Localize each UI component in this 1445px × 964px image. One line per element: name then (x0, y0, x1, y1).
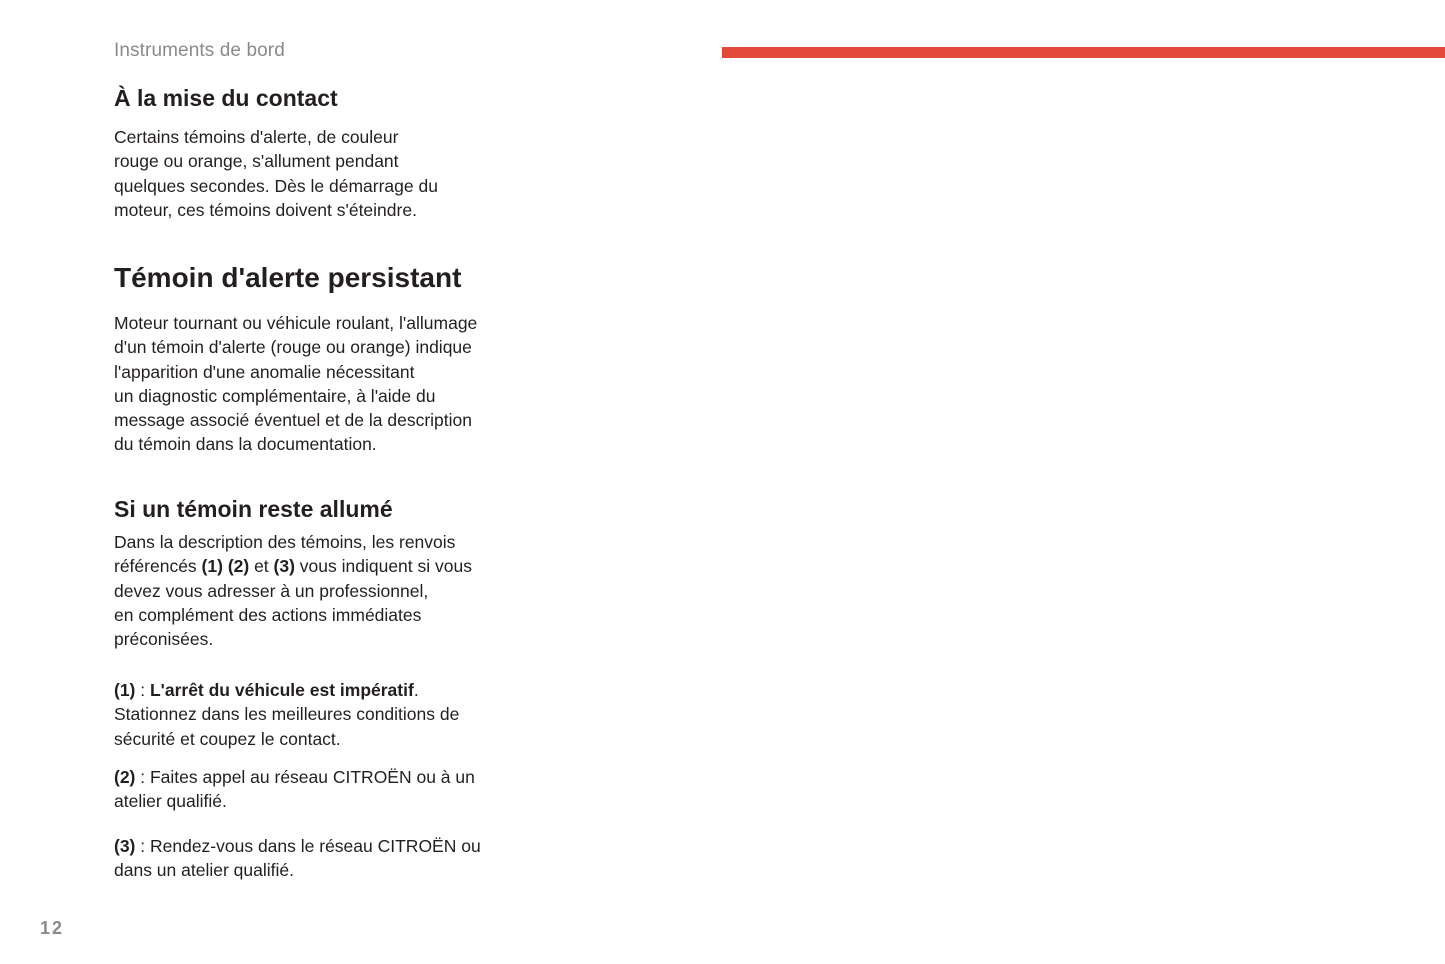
paragraph-line: devez vous adresser à un professionnel, (114, 580, 429, 601)
note-1 (114, 678, 514, 751)
paragraph-line: rouge ou orange, s'allument pendant (114, 151, 399, 172)
text-run: référencés (114, 556, 202, 577)
text-run: : Rendez-vous dans le réseau CITROËN ou (135, 836, 481, 856)
text-run: : (135, 680, 150, 700)
paragraph-line: Certains témoins d'alerte, de couleur (114, 127, 399, 147)
paragraph-line: Dans la description des témoins, les renvois (114, 532, 456, 552)
ref-1: (1) (201, 556, 223, 577)
paragraph-line: atelier qualifié. (114, 791, 227, 812)
paragraph-line (114, 765, 514, 789)
ref-3: (3) (273, 556, 295, 577)
paragraph-line: du témoin dans la documentation. (114, 434, 377, 455)
paragraph-line: message associé éventuel et de la description (114, 410, 472, 431)
text-run: . (413, 680, 419, 700)
text-run: : Faites appel au réseau CITROËN ou à un (135, 767, 475, 787)
startup-paragraph (114, 125, 514, 222)
paragraph-line: dans un atelier qualifié. (114, 860, 294, 881)
paragraph-line: sécurité et coupez le contact. (114, 728, 341, 749)
note-2 (114, 765, 514, 814)
section-header: Instruments de bord (114, 40, 285, 61)
paragraph-line (114, 554, 514, 578)
text-run: et (249, 556, 274, 577)
paragraph-line: Moteur tournant ou véhicule roulant, l'allumage (114, 313, 478, 333)
paragraph-line: un diagnostic complémentaire, à l'aide du (114, 385, 436, 406)
page-number: 12 (40, 918, 65, 938)
stays-on-paragraph (114, 530, 514, 651)
persistent-warning-heading: Témoin d'alerte persistant (114, 262, 462, 293)
text-run: vous indiquent si vous (294, 556, 472, 577)
paragraph-line: Stationnez dans les meilleures conditions de (114, 704, 460, 725)
paragraph-line (114, 678, 514, 702)
paragraph-line: moteur, ces témoins doivent s'éteindre. (114, 199, 417, 220)
paragraph-line: d'un témoin d'alerte (rouge ou orange) indique (114, 337, 472, 358)
paragraph-line: quelques secondes. Dès le démarrage du (114, 175, 438, 196)
ref-2: (2) (227, 556, 250, 577)
startup-heading: À la mise du contact (114, 85, 338, 111)
paragraph-line: préconisées. (114, 629, 214, 650)
stays-on-heading: Si un témoin reste allumé (114, 496, 393, 522)
paragraph-line (114, 834, 514, 858)
paragraph-line: l'apparition d'une anomalie nécessitant (114, 361, 415, 382)
paragraph-line: en complément des actions immédiates (114, 604, 422, 625)
note-emphasis: L'arrêt du véhicule est impératif (149, 680, 414, 700)
persistent-paragraph (114, 311, 514, 457)
note-ref: (2) (114, 767, 136, 787)
note-ref: (3) (114, 836, 136, 856)
note-ref: (1) (114, 680, 136, 700)
accent-bar (722, 47, 1445, 58)
note-3 (114, 834, 514, 883)
